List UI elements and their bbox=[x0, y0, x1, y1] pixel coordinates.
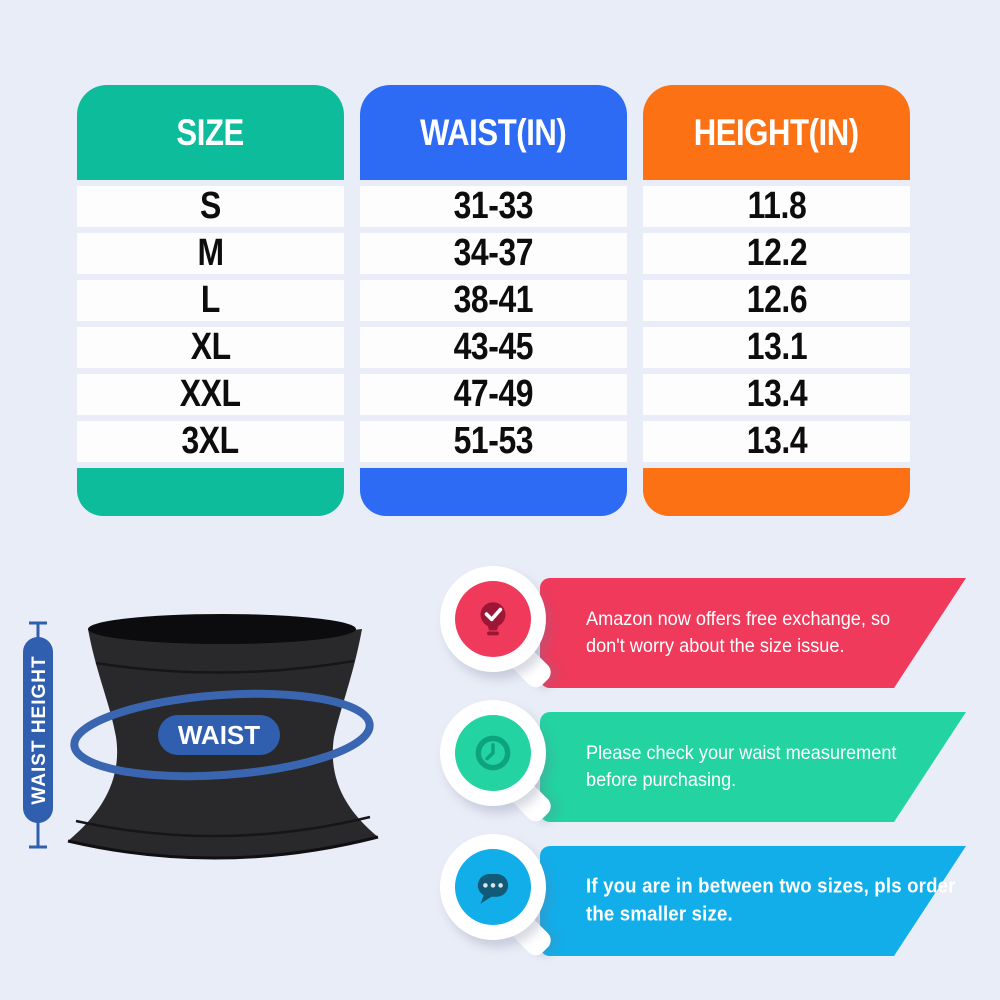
waist-column-footer bbox=[360, 468, 627, 516]
table-cell bbox=[643, 186, 910, 227]
callout-badge bbox=[440, 834, 546, 940]
table-cell bbox=[643, 280, 910, 321]
callout-text bbox=[586, 873, 956, 928]
callout-between-sizes bbox=[440, 834, 976, 958]
garment-opening bbox=[88, 614, 356, 644]
callout-badge bbox=[440, 566, 546, 672]
height-column-header bbox=[643, 85, 910, 180]
cell-height-l: 12.6 bbox=[746, 279, 807, 321]
table-cell bbox=[77, 327, 344, 368]
table-cell bbox=[360, 421, 627, 462]
table-cell bbox=[360, 280, 627, 321]
callout-text bbox=[586, 740, 896, 794]
size-column-header bbox=[77, 85, 344, 180]
cell-size-m: M bbox=[197, 232, 224, 274]
cell-waist-s: 31-33 bbox=[453, 185, 534, 227]
cell-height-s: 11.8 bbox=[747, 185, 806, 227]
waist-trainer-illustration bbox=[10, 585, 440, 895]
cell-size-s: S bbox=[200, 185, 221, 227]
cell-height-3xl: 13.4 bbox=[746, 420, 807, 462]
callout-line1: Amazon now offers free exchange, so bbox=[586, 608, 891, 631]
cell-size-xl: XL bbox=[190, 326, 231, 368]
callout-badge bbox=[440, 700, 546, 806]
cell-size-xxl: XXL bbox=[180, 373, 241, 415]
height-column-footer bbox=[643, 468, 910, 516]
waist-header-label: WAIST(IN) bbox=[420, 111, 567, 153]
badge-circle bbox=[455, 715, 531, 791]
cell-waist-m: 34-37 bbox=[453, 232, 534, 274]
lightbulb-check-icon bbox=[467, 593, 519, 645]
waist-column-header bbox=[360, 85, 627, 180]
height-column bbox=[643, 85, 910, 516]
size-column bbox=[77, 85, 344, 516]
badge-circle bbox=[455, 849, 531, 925]
callout-line2: don't worry about the size issue. bbox=[586, 635, 845, 657]
table-cell bbox=[77, 280, 344, 321]
table-cell bbox=[77, 421, 344, 462]
table-cell bbox=[643, 327, 910, 368]
callout-line1: Please check your waist measurement bbox=[586, 742, 897, 765]
table-cell bbox=[77, 233, 344, 274]
cell-waist-xxl: 47-49 bbox=[453, 373, 534, 415]
table-cell bbox=[643, 233, 910, 274]
clock-icon bbox=[467, 727, 519, 779]
waist-column bbox=[360, 85, 627, 516]
table-cell bbox=[360, 186, 627, 227]
callout-free-exchange bbox=[440, 566, 976, 690]
table-cell bbox=[643, 421, 910, 462]
table-cell bbox=[643, 374, 910, 415]
callout-line2: before purchasing. bbox=[586, 769, 737, 791]
cell-size-l: L bbox=[200, 279, 221, 321]
cell-waist-3xl: 51-53 bbox=[453, 420, 534, 462]
table-cell bbox=[77, 374, 344, 415]
callout-check-measurement bbox=[440, 700, 976, 824]
size-table bbox=[77, 85, 910, 516]
waist-height-label: WAIST HEIGHT bbox=[29, 655, 50, 805]
cell-height-m: 12.2 bbox=[746, 232, 807, 274]
table-cell bbox=[360, 233, 627, 274]
waist-trainer-diagram bbox=[10, 585, 440, 895]
badge-circle bbox=[455, 581, 531, 657]
chat-icon bbox=[467, 861, 519, 913]
table-cell bbox=[360, 374, 627, 415]
height-header-label: HEIGHT(IN) bbox=[693, 111, 860, 153]
callout-text bbox=[586, 606, 890, 660]
cell-height-xl: 13.1 bbox=[746, 326, 807, 368]
cell-size-3xl: 3XL bbox=[181, 420, 240, 462]
cell-waist-xl: 43-45 bbox=[453, 326, 534, 368]
callout-line2: the smaller size. bbox=[586, 903, 733, 925]
callout-line1: If you are in between two sizes, pls order bbox=[586, 875, 956, 898]
size-header-label: SIZE bbox=[176, 111, 245, 153]
waist-label: WAIST bbox=[177, 720, 261, 750]
cell-waist-l: 38-41 bbox=[453, 279, 534, 321]
size-column-footer bbox=[77, 468, 344, 516]
table-cell bbox=[360, 327, 627, 368]
table-cell bbox=[77, 186, 344, 227]
cell-height-xxl: 13.4 bbox=[746, 373, 807, 415]
